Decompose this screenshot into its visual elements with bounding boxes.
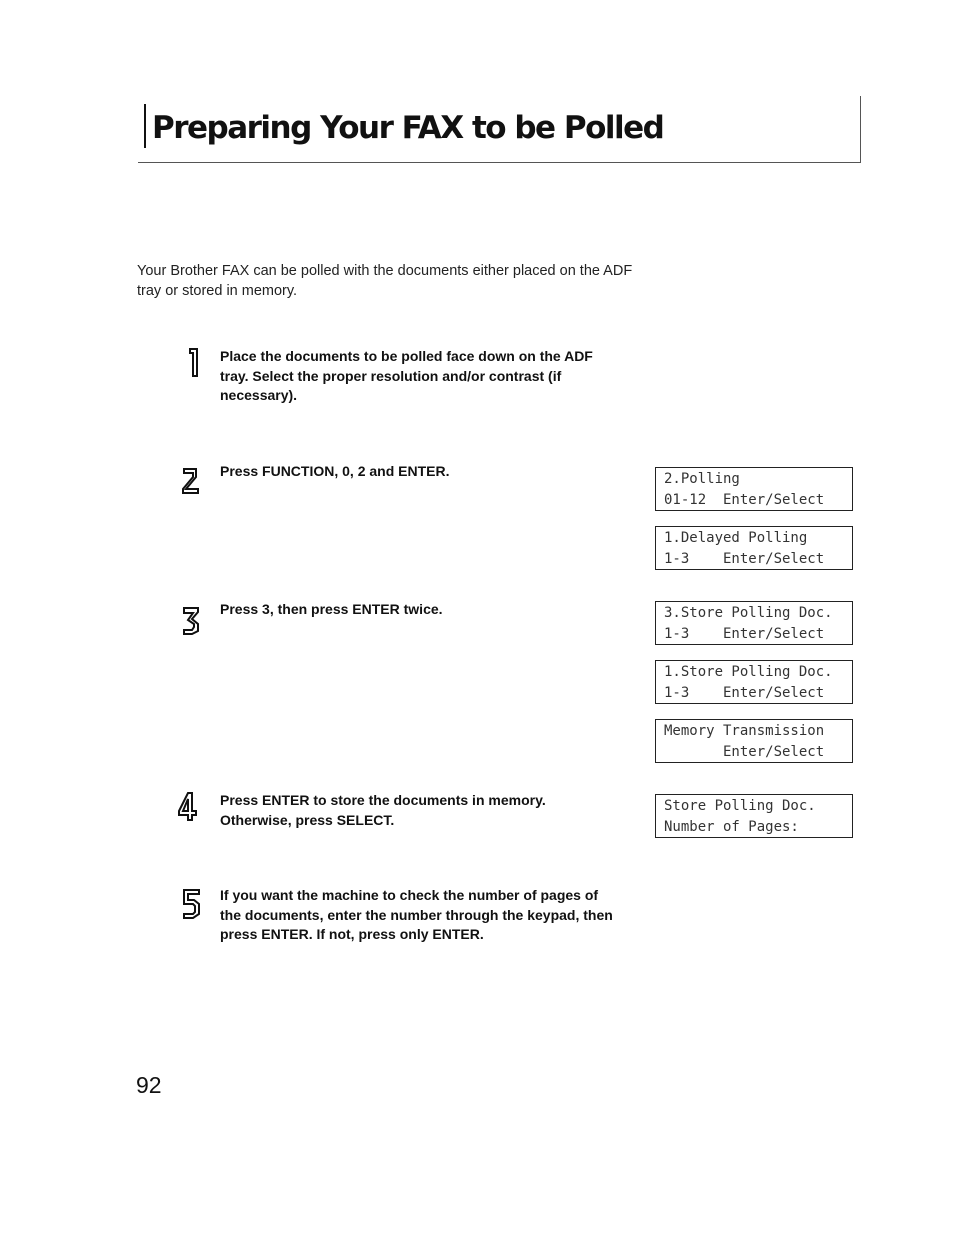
lcd-line-2: Number of Pages: bbox=[664, 819, 799, 835]
step-1-numeral bbox=[184, 346, 208, 380]
step-5-numeral bbox=[180, 887, 204, 921]
lcd-line-2: 01-12 Enter/Select bbox=[664, 492, 825, 508]
lcd-display-store-polling-doc-3 bbox=[655, 601, 853, 645]
lcd-display-polling bbox=[655, 467, 853, 511]
step-3-numeral bbox=[180, 603, 204, 637]
lcd-display-store-polling-doc-1 bbox=[655, 660, 853, 704]
lcd-line-1: Memory Transmission bbox=[664, 723, 825, 739]
step-5-text: If you want the machine to check the number of pages of the documents, enter the number through the keypad, then press ENTER. If not, press only ENTER. bbox=[220, 887, 613, 942]
lcd-display-delayed-polling bbox=[655, 526, 853, 570]
step-1-text: Place the documents to be polled face down on the ADF tray. Select the proper resolution and/or contrast (if necessary). bbox=[220, 348, 593, 403]
page-title: Preparing Your FAX to be Polled bbox=[152, 110, 664, 146]
lcd-line-1: 1.Delayed Polling bbox=[664, 530, 808, 546]
page-number: 92 bbox=[136, 1072, 162, 1098]
lcd-line-1: 3.Store Polling Doc. bbox=[664, 605, 833, 621]
step-2-numeral bbox=[180, 463, 204, 497]
step-2-text: Press FUNCTION, 0, 2 and ENTER. bbox=[220, 463, 450, 479]
lcd-line-2: Enter/Select bbox=[664, 744, 825, 760]
lcd-line-2: 1-3 Enter/Select bbox=[664, 551, 825, 567]
title-accent-bar bbox=[144, 104, 146, 148]
intro-paragraph: Your Brother FAX can be polled with the documents either placed on the ADF tray or stored in memory. bbox=[137, 263, 633, 299]
lcd-line-1: 1.Store Polling Doc. bbox=[664, 664, 833, 680]
lcd-line-2: 1-3 Enter/Select bbox=[664, 685, 825, 701]
lcd-display-memory-transmission bbox=[655, 719, 853, 763]
step-3-text: Press 3, then press ENTER twice. bbox=[220, 601, 443, 617]
lcd-display-number-of-pages bbox=[655, 794, 853, 838]
lcd-line-1: 2.Polling bbox=[664, 471, 740, 487]
lcd-line-2: 1-3 Enter/Select bbox=[664, 626, 825, 642]
step-4-numeral bbox=[176, 790, 200, 824]
step-4-text: Press ENTER to store the documents in memory. Otherwise, press SELECT. bbox=[220, 792, 546, 828]
lcd-line-1: Store Polling Doc. bbox=[664, 798, 816, 814]
